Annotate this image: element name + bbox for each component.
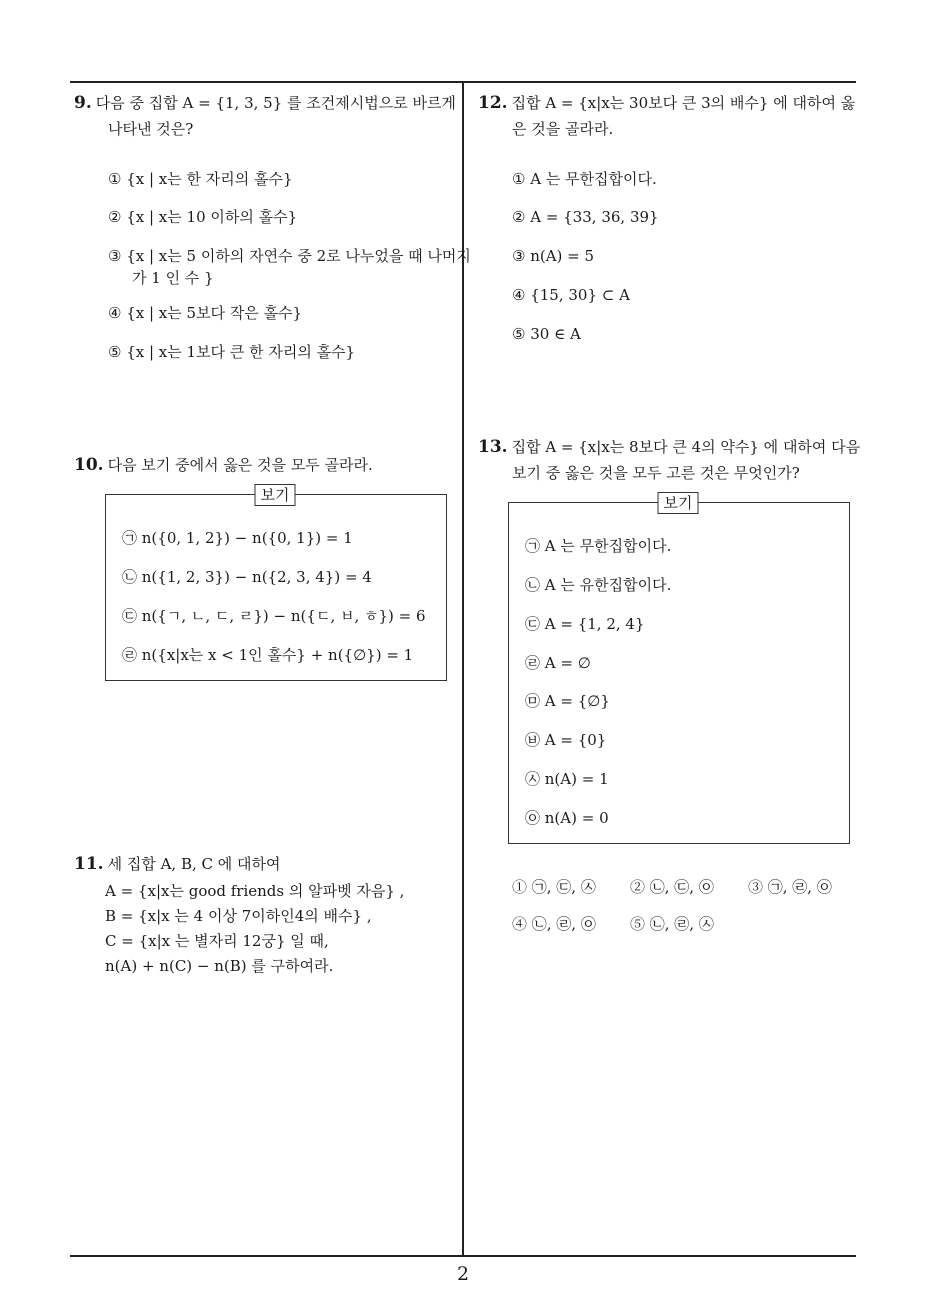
- question-11-line-d: n(A) + n(C) − n(B) 를 구하여라.: [105, 957, 334, 975]
- question-11-line-a: A = {x|x는 good friends 의 알파벳 자음} ,: [105, 882, 405, 900]
- question-11-line-c: C = {x|x 는 별자리 12궁} 일 때,: [105, 932, 329, 950]
- question-11-line-b: B = {x|x 는 4 이상 7이하인4의 배수} ,: [105, 907, 372, 925]
- question-13-stem: [478, 434, 862, 486]
- question-13-item-2: ㉡ A 는 유한집합이다.: [525, 576, 672, 594]
- question-12-stem: [478, 90, 862, 142]
- question-12-choice-1: ① A 는 무한집합이다.: [512, 170, 657, 188]
- question-9-choice-2: ② {x | x는 10 이하의 홀수}: [108, 208, 298, 226]
- question-11-number: 11.: [74, 854, 104, 874]
- question-10-item-4: ㉣ n({x|x는 x < 1인 홀수} + n({∅}) = 1: [122, 646, 414, 664]
- question-13-item-1: ㉠ A 는 무한집합이다.: [525, 537, 672, 555]
- question-13: [478, 434, 862, 486]
- page-number: 2: [456, 1263, 470, 1285]
- question-11-stem: 세 집합 A, B, C 에 대하여: [107, 855, 281, 873]
- question-9-choice-3: ③ {x | x는 5 이하의 자연수 중 2로 나누었을 때 나머지가 1 인 수 }: [108, 247, 471, 287]
- question-9-choice-1: ① {x | x는 한 자리의 홀수}: [108, 170, 293, 188]
- question-13-answer-1: ① ㉠, ㉢, ㉦: [512, 878, 596, 896]
- question-9: [74, 90, 458, 142]
- question-13-item-5: ㉤ A = {∅}: [525, 692, 610, 710]
- question-9-choice-5: ⑤ {x | x는 1보다 큰 한 자리의 홀수}: [108, 343, 356, 361]
- bottom-rule: [70, 1255, 856, 1257]
- question-10: [74, 452, 458, 478]
- question-9-choice-4: ④ {x | x는 5보다 작은 홀수}: [108, 304, 303, 322]
- question-10-item-3: ㉢ n({ㄱ, ㄴ, ㄷ, ㄹ}) − n({ㄷ, ㅂ, ㅎ}) = 6: [122, 607, 426, 625]
- question-12-stem-text: 집합 A = {x|x는 30보다 큰 3의 배수} 에 대하여 옳은 것을 골라라.: [511, 94, 856, 138]
- question-13-number: 13.: [478, 437, 508, 457]
- question-9-stem: [74, 90, 458, 142]
- question-12-choice-4: ④ {15, 30} ⊂ A: [512, 286, 630, 304]
- question-10-number: 10.: [74, 455, 104, 475]
- question-13-item-3: ㉢ A = {1, 2, 4}: [525, 615, 645, 633]
- question-13-answer-2: ② ㉡, ㉢, ㉧: [630, 878, 714, 896]
- question-9-stem-text: 다음 중 집합 A = {1, 3, 5} 를 조건제시법으로 바르게 나타낸 것은?: [95, 94, 456, 138]
- question-13-item-7: ㉦ n(A) = 1: [525, 770, 609, 788]
- question-13-item-6: ㉥ A = {0}: [525, 731, 607, 749]
- question-10-stem: 다음 보기 중에서 옳은 것을 모두 골라라.: [107, 456, 373, 474]
- question-11: [74, 851, 458, 877]
- question-9-number: 9.: [74, 93, 92, 113]
- question-13-answer-4: ④ ㉡, ㉣, ㉧: [512, 915, 596, 933]
- question-12-number: 12.: [478, 93, 508, 113]
- question-13-item-8: ㉧ n(A) = 0: [525, 809, 609, 827]
- question-10-box-label: 보기: [255, 484, 296, 506]
- question-12-choice-5: ⑤ 30 ∈ A: [512, 325, 581, 343]
- question-13-answer-3: ③ ㉠, ㉣, ㉧: [748, 878, 832, 896]
- question-13-item-4: ㉣ A = ∅: [525, 654, 591, 672]
- question-13-answer-5: ⑤ ㉡, ㉣, ㉦: [630, 915, 714, 933]
- question-13-box-label: 보기: [658, 492, 699, 514]
- question-13-stem-text: 집합 A = {x|x는 8보다 큰 4의 약수} 에 대하여 다음 보기 중 옳은 것을 모두 고른 것은 무엇인가?: [511, 438, 861, 482]
- question-12-choice-2: ② A = {33, 36, 39}: [512, 208, 659, 226]
- question-10-item-1: ㉠ n({0, 1, 2}) − n({0, 1}) = 1: [122, 529, 353, 547]
- question-12-choice-3: ③ n(A) = 5: [512, 247, 595, 265]
- question-12: [478, 90, 862, 142]
- question-10-item-2: ㉡ n({1, 2, 3}) − n({2, 3, 4}) = 4: [122, 568, 372, 586]
